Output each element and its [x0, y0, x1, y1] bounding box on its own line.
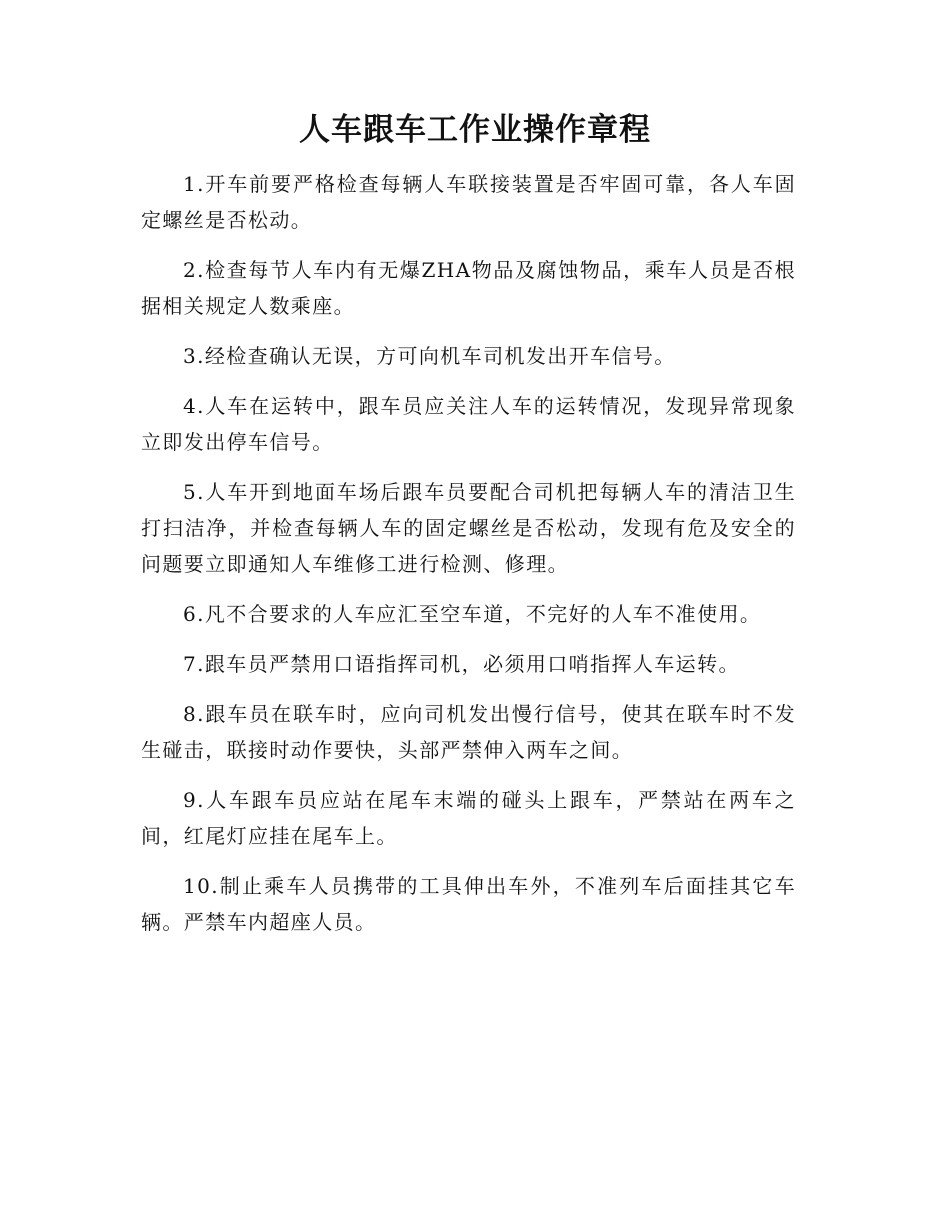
paragraph-2: 2.检查每节人车内有无爆ZHA物品及腐蚀物品，乘车人员是否根据相关规定人数乘座。 [141, 258, 796, 318]
document-body [141, 166, 796, 954]
paragraph-7: 7.跟车员严禁用口语指挥司机，必须用口哨指挥人车运转。 [183, 652, 740, 676]
paragraph-6: 6.凡不合要求的人车应汇至空车道，不完好的人车不准使用。 [183, 602, 762, 626]
paragraph-10: 10.制止乘车人员携带的工具伸出车外，不准列车后面挂其它车辆。严禁车内超座人员。 [141, 874, 796, 934]
document-title: 人车跟车工作业操作章程 [299, 112, 651, 148]
paragraph-5: 5.人车开到地面车场后跟车员要配合司机把每辆人车的清洁卫生打扫洁净，并检查每辆人车的固定螺丝是否松动，发现有危及安全的问题要立即通知人车维修工进行检测、修理。 [141, 480, 796, 576]
paragraph-9: 9.人车跟车员应站在尾车末端的碰头上跟车，严禁站在两车之间，红尾灯应挂在尾车上。 [141, 788, 796, 848]
paragraph-4: 4.人车在运转中，跟车员应关注人车的运转情况，发现异常现象立即发出停车信号。 [141, 394, 796, 454]
paragraph-8: 8.跟车员在联车时，应向司机发出慢行信号，使其在联车时不发生碰击，联接时动作要快，头部严禁伸入两车之间。 [141, 702, 796, 762]
paragraph-1: 1.开车前要严格检查每辆人车联接装置是否牢固可靠，各人车固定螺丝是否松动。 [141, 172, 796, 232]
paragraph-3: 3.经检查确认无误，方可向机车司机发出开车信号。 [183, 344, 676, 368]
